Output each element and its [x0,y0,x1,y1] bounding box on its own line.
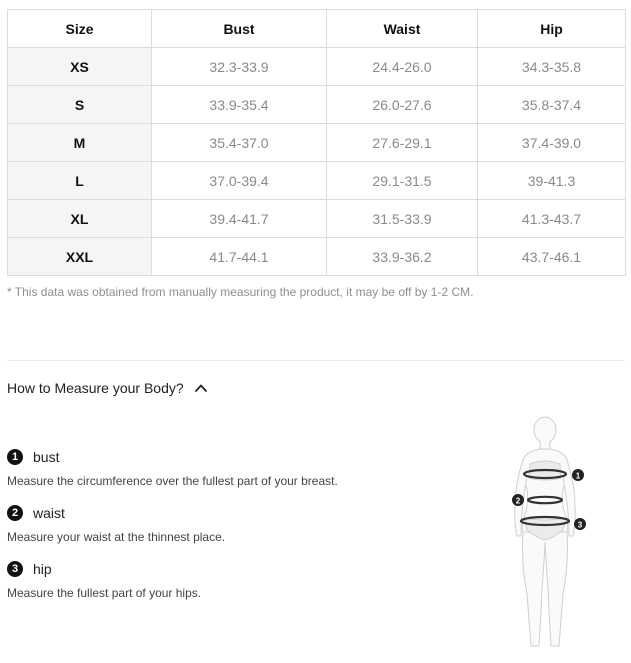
table-header-row [8,10,626,48]
hip-cell: 43.7-46.1 [478,238,626,276]
figure-neck [540,442,550,449]
figure-label-1 [572,469,584,481]
how-to-measure-title: How to Measure your Body? [7,380,184,396]
bust-cell: 41.7-44.1 [152,238,327,276]
how-to-measure-toggle[interactable] [7,380,209,396]
bust-cell: 35.4-37.0 [152,124,327,162]
waist-cell: 27.6-29.1 [327,124,478,162]
header-waist: Waist [327,10,478,48]
svg-text:3: 3 [577,520,583,530]
figure-label-2 [512,494,524,506]
bust-cell: 32.3-33.9 [152,48,327,86]
number-three-icon: 3 [7,561,23,577]
size-cell: L [8,162,152,200]
section-divider [7,360,625,361]
waist-cell: 26.0-27.6 [327,86,478,124]
hip-cell: 34.3-35.8 [478,48,626,86]
hip-cell: 41.3-43.7 [478,200,626,238]
measurement-note: * This data was obtained from manually measuring the product, it may be off by 1-2 CM. [7,285,474,299]
bust-cell: 33.9-35.4 [152,86,327,124]
number-one-icon: 1 [7,449,23,465]
table-row [8,200,626,238]
size-cell: XL [8,200,152,238]
measure-item-desc: Measure the circumference over the fullest part of your breast. [7,474,338,488]
measure-item-title: bust [33,449,60,465]
measure-item-title: hip [33,561,52,577]
waist-cell: 29.1-31.5 [327,162,478,200]
table-row [8,48,626,86]
table-row [8,238,626,276]
chevron-up-icon [193,380,209,396]
measure-item-title: waist [33,505,65,521]
hip-cell: 37.4-39.0 [478,124,626,162]
body-measurement-figure [505,414,595,654]
hip-cell: 39-41.3 [478,162,626,200]
size-cell: XS [8,48,152,86]
header-bust: Bust [152,10,327,48]
table-row [8,124,626,162]
waist-cell: 24.4-26.0 [327,48,478,86]
bust-cell: 37.0-39.4 [152,162,327,200]
figure-label-3 [574,518,586,530]
size-chart-table [7,9,626,276]
measure-item-hip [7,561,201,600]
size-cell: S [8,86,152,124]
measure-item-bust [7,449,338,488]
size-cell: M [8,124,152,162]
hip-cell: 35.8-37.4 [478,86,626,124]
measure-item-waist [7,505,225,544]
header-hip: Hip [478,10,626,48]
measure-item-desc: Measure your waist at the thinnest place. [7,530,226,544]
measure-item-desc: Measure the fullest part of your hips. [7,586,202,600]
number-two-icon: 2 [7,505,23,521]
table-row [8,86,626,124]
figure-head [534,417,556,443]
svg-text:2: 2 [515,496,521,506]
bust-cell: 39.4-41.7 [152,200,327,238]
svg-text:1: 1 [575,471,581,481]
table-row [8,162,626,200]
header-size: Size [8,10,152,48]
size-cell: XXL [8,238,152,276]
figure-legs [523,532,568,646]
waist-cell: 31.5-33.9 [327,200,478,238]
waist-cell: 33.9-36.2 [327,238,478,276]
